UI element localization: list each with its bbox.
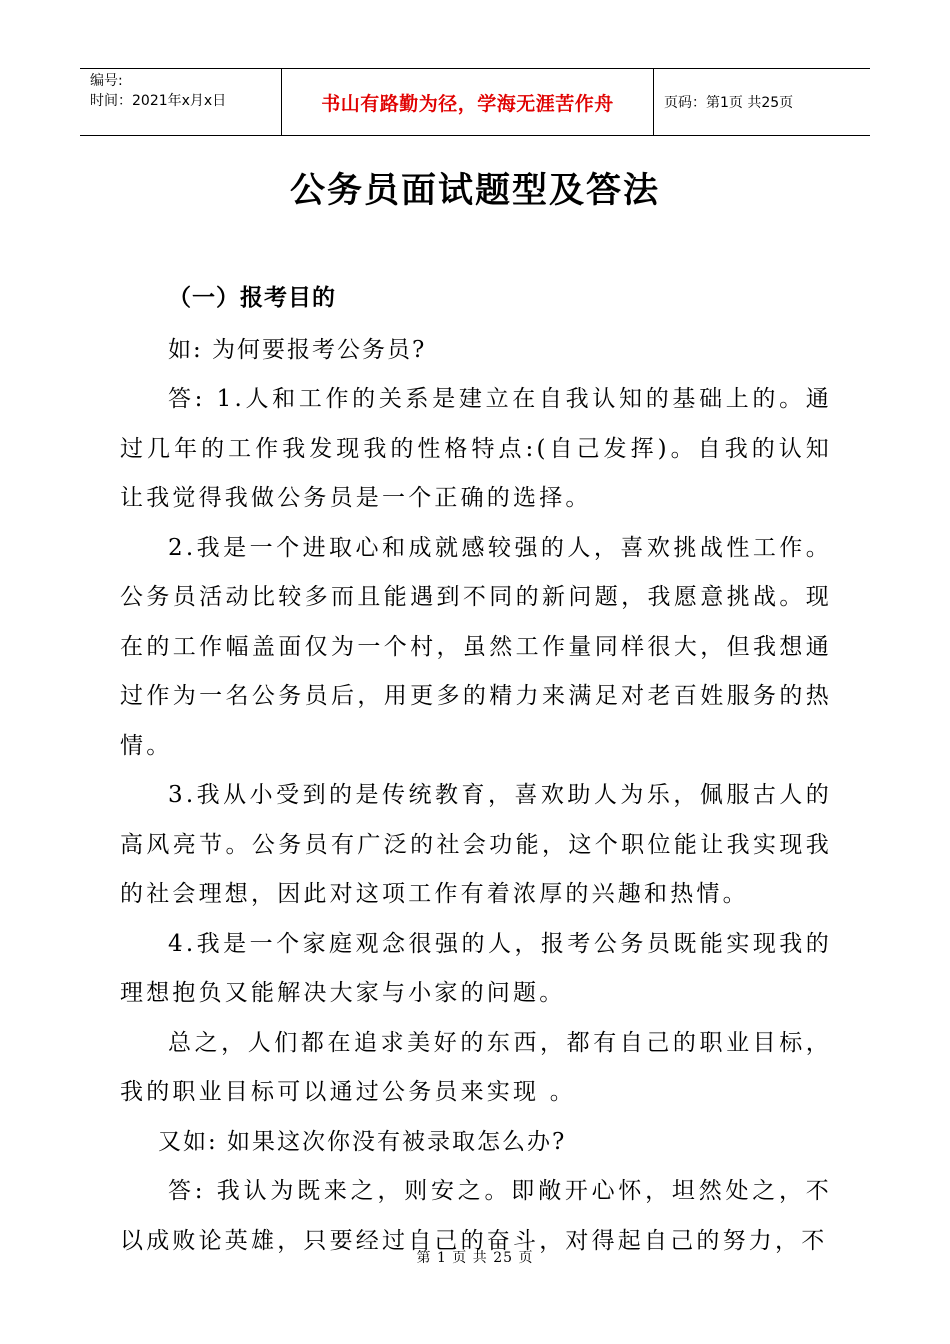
page-info: 页码：第1页 共25页 [664,95,794,111]
answer-1-paragraph-3: 3.我从小受到的是传统教育，喜欢助人为乐，佩服古人的高风亮节。公务员有广泛的社会功能，这个职位能让我实现我的社会理想，因此对这项工作有着浓厚的兴趣和热情。 [120,782,832,907]
answer-2-paragraph-1: 答: 我认为既来之，则安之。即敞开心怀，坦然处之，不以成败论英雄，只要经过自己的奋斗，对得起自己的努力，不 [120,1178,832,1254]
header-page-cell [654,69,870,135]
answer-1-paragraph-1: 答: 1.人和工作的关系是建立在自我认知的基础上的。通过几年的工作我发现我的性格特点:(自己发挥)。自我的认知让我觉得我做公务员是一个正确的选择。 [120,386,832,511]
motto-text: 书山有路勤为径，学海无涯苦作舟 [321,92,614,115]
time-label: 时间：2021年x月x日 [90,93,227,109]
number-label: 编号: [90,73,123,89]
document-title: 公务员面试题型及答法 [289,171,660,211]
answer-1-paragraph-2: 2.我是一个进取心和成就感较强的人，喜欢挑战性工作。公务员活动比较多而且能遇到不同的新问题，我愿意挑战。现在的工作幅盖面仅为一个村，虽然工作量同样很大，但我想通过作为一名公务员后，用更多的精力来满足对老百姓服务的热情。 [120,534,832,759]
document-body [120,270,832,1266]
page-footer: 第 1 页 共 25 页 [416,1250,534,1266]
answer-1-paragraph-4: 4.我是一个家庭观念很强的人，报考公务员既能实现我的理想抱负又能解决大家与小家的问题。 [120,930,832,1006]
header-motto-cell [282,69,654,135]
question-2: 又如: 如果这次你没有被录取怎么办? [158,1128,567,1155]
document-header [80,68,870,136]
answer-1-summary: 总之，人们都在追求美好的东西，都有自己的职业目标，我的职业目标可以通过公务员来实现 。 [120,1029,832,1105]
section-heading: （一）报考目的 [168,285,336,311]
question-1: 如: 为何要报考公务员? [168,336,427,363]
header-meta-cell [80,69,282,135]
